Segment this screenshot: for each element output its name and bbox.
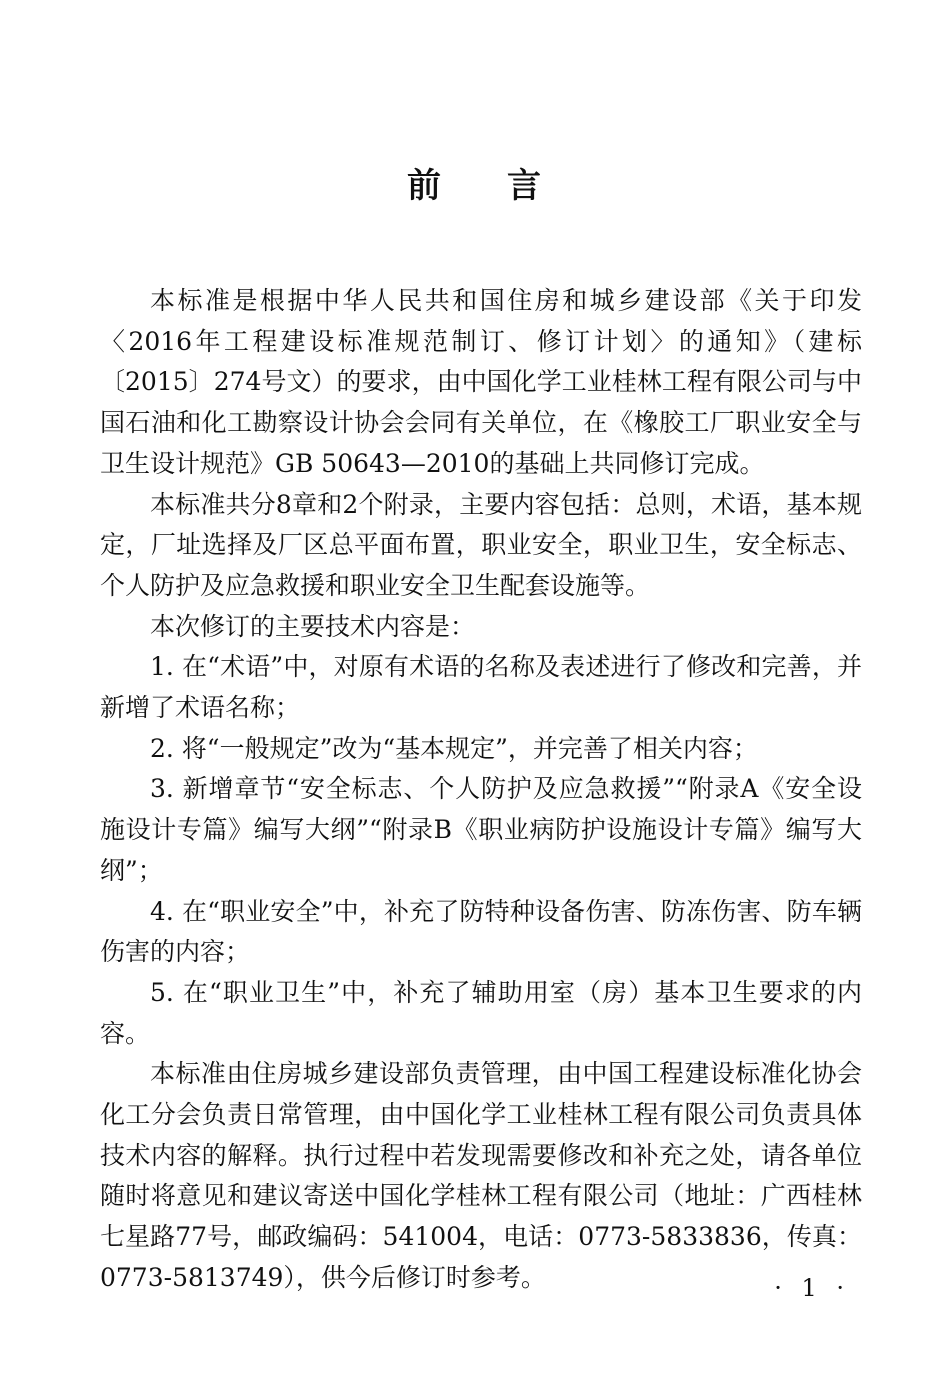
paragraph-revision-item-3: 3. 新增章节“安全标志、个人防护及应急救援”“附录A《安全设施设计专篇》编写大纲”“附录B《职业病防护设施设计专篇》编写大纲”；: [100, 774, 862, 885]
title-char-2: 言: [507, 166, 543, 206]
paragraph-basis: 本标准是根据中华人民共和国住房和城乡建设部《关于印发〈2016年工程建设标准规范制订、修订计划〉的通知》（建标〔2015〕274号文）的要求，由中国化学工业桂林工程有限公司与中国石油和化工勘察设计协会会同有关单位，在《橡胶工厂职业安全与卫生设计规范》GB 50643—2010的基础上共同修订完成。: [100, 286, 862, 478]
page-number: · 1 ·: [774, 1274, 850, 1302]
paragraph-revision-item-1: 1. 在“术语”中，对原有术语的名称及表述进行了修改和完善，并新增了术语名称；: [100, 652, 862, 723]
page-title: [0, 160, 950, 212]
document-body: [100, 281, 862, 1299]
paragraph-revision-item-2: 2. 将“一般规定”改为“基本规定”，并完善了相关内容；: [150, 733, 758, 763]
paragraph-revision-item-4: 4. 在“职业安全”中，补充了防特种设备伤害、防冻伤害、防车辆伤害的内容；: [100, 896, 862, 967]
paragraph-contents: 本标准共分8章和2个附录，主要内容包括：总则，术语，基本规定，厂址选择及厂区总平面布置，职业安全，职业卫生，安全标志、个人防护及应急救援和职业安全卫生配套设施等。: [100, 489, 862, 600]
paragraph-revision-intro: 本次修订的主要技术内容是：: [150, 611, 476, 641]
paragraph-revision-item-5: 5. 在“职业卫生”中，补充了辅助用室（房）基本卫生要求的内容。: [100, 977, 862, 1048]
paragraph-management: 本标准由住房城乡建设部负责管理，由中国工程建设标准化协会化工分会负责日常管理，由中国化学工业桂林工程有限公司负责具体技术内容的解释。执行过程中若发现需要修改和补充之处，请各单位随时将意见和建议寄送中国化学桂林工程有限公司（地址：广西桂林七星路77号，邮政编码：541004，电话：0773-5833836，传真：0773-5813749），供今后修订时参考。: [100, 1059, 862, 1292]
title-char-1: 前: [407, 166, 443, 206]
